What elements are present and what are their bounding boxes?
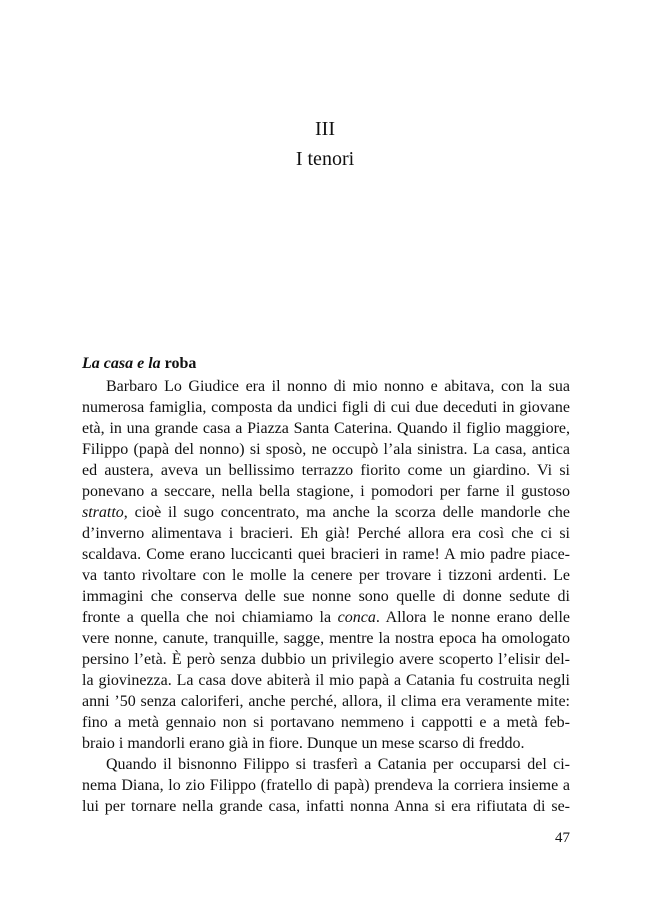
section-heading-bold: roba (160, 355, 197, 372)
text-line: Filippo (papà del nonno) si sposò, ne occupò l’ala sinistra. La casa, antica (82, 441, 570, 458)
text-line: Quando il bisnonno Filippo si trasferì a Catania per occuparsi del ci- (106, 756, 570, 773)
text-line: d’inverno alimentava i bracieri. Eh già! Perché allora era così che ci si (82, 525, 570, 542)
text-line (82, 607, 570, 628)
text-line-rest: , cioè il sugo concentrato, ma anche la scorza delle mandorle che (123, 504, 570, 521)
chapter-number: III (315, 118, 335, 140)
section-heading (82, 353, 196, 375)
text-line: persino l’età. È però senza dubbio un privilegio avere scoperto l’elisir del- (82, 651, 570, 668)
chapter-title: I tenori (295, 148, 355, 170)
text-line: numerosa famiglia, composta da undici figli di cui due deceduti in giovane (82, 399, 570, 416)
text-line: età, in una grande casa a Piazza Santa Caterina. Quando il figlio maggiore, (82, 420, 570, 437)
text-line: anni ’50 senza caloriferi, anche perché, allora, il clima era veramente mite: (82, 693, 570, 710)
text-line-rest: . Allora le nonne erano delle (375, 609, 570, 626)
text-line-start: fronte a quella che noi chiamiamo la (82, 609, 338, 626)
text-line: nema Diana, lo zio Filippo (fratello di papà) prendeva la corriera insieme a (82, 777, 570, 794)
body-text (82, 376, 570, 817)
text-line (82, 502, 570, 523)
page-number: 47 (555, 830, 570, 846)
italic-word-stratto: stratto (82, 504, 124, 521)
text-line: ed austera, aveva un bellissimo terrazzo fiorito come un giardino. Vi si (82, 462, 570, 479)
italic-word-conca: conca (337, 609, 376, 626)
text-line: la giovinezza. La casa dove abiterà il mio papà a Catania fu costruita negli (82, 672, 570, 689)
text-line: fino a metà gennaio non si portavano nemmeno i cappotti e a metà feb- (82, 714, 570, 731)
text-line: vere nonne, canute, tranquille, sagge, mentre la nostra epoca ha omologato (82, 630, 570, 647)
section-heading-italic: La casa e la (82, 355, 161, 372)
text-line: lui per tornare nella grande casa, infatti nonna Anna si era rifiutata di se- (82, 798, 570, 815)
text-line: immagini che conserva delle sue nonne sono quelle di donne sedute di (82, 588, 570, 605)
text-line: braio i mandorli erano già in fiore. Dunque un mese scarso di freddo. (82, 735, 525, 752)
text-line: va tanto rivoltare con le molle la cenere per trovare i tizzoni ardenti. Le (82, 567, 570, 584)
text-line: ponevano a seccare, nella bella stagione, i pomodori per farne il gustoso (82, 483, 570, 500)
text-line: Barbaro Lo Giudice era il nonno di mio nonno e abitava, con la sua (106, 378, 570, 395)
text-line: scaldava. Come erano luccicanti quei bracieri in rame! A mio padre piace- (82, 546, 570, 563)
